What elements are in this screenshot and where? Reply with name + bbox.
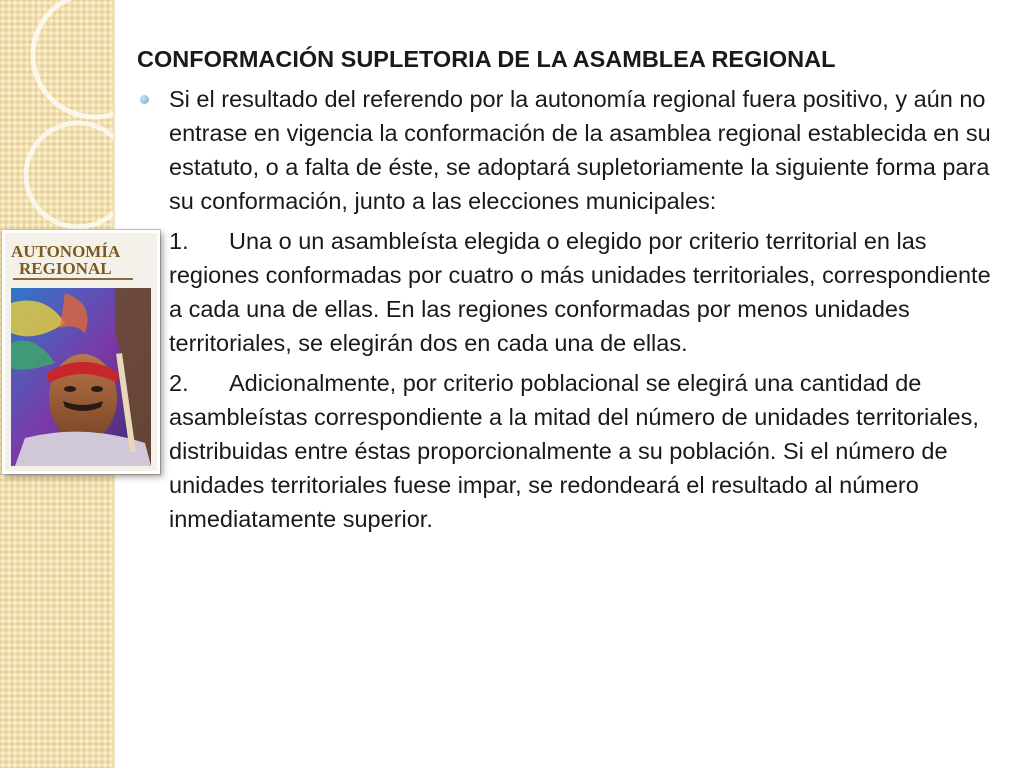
list-item [137, 224, 1007, 360]
list-item-number: 1. [169, 228, 189, 254]
cover-title-line1: AUTONOMÍA [11, 242, 121, 261]
list-item-text: Adicionalmente, por criterio poblacional se elegirá una cantidad de asambleístas correspondiente a la mitad del número de unidades territoriales, distribuidas entre éstas proporcionalmente a su población. Si el número de unidades territoriales fuese impar, se redondeará el resultado al número inmediatamente superior. [169, 370, 979, 532]
list-item [137, 366, 1007, 536]
slide-content [137, 42, 1007, 536]
list-item-text: Una o un asambleísta elegida o elegido por criterio territorial en las regiones conformadas por cuatro o más unidades territoriales, correspondiente a cada una de ellas. En las regiones conformadas por menos unidades territoriales, se elegirán dos en cada una de ellas. [169, 228, 991, 356]
slide-title: CONFORMACIÓN SUPLETORIA DE LA ASAMBLEA REGIONAL [137, 46, 836, 72]
intro-paragraph: Si el resultado del referendo por la autonomía regional fuera positivo, y aún no entrase en vigencia la conformación de la asamblea regional establecida en su estatuto, o a falta de éste, se adoptará supletoriamente la siguiente forma para su conformación, junto a las elecciones municipales: [137, 82, 1007, 218]
list-item-number: 2. [169, 370, 189, 396]
cover-subtitle-rule [13, 278, 133, 280]
cover-title-line2: REGIONAL [19, 259, 112, 278]
